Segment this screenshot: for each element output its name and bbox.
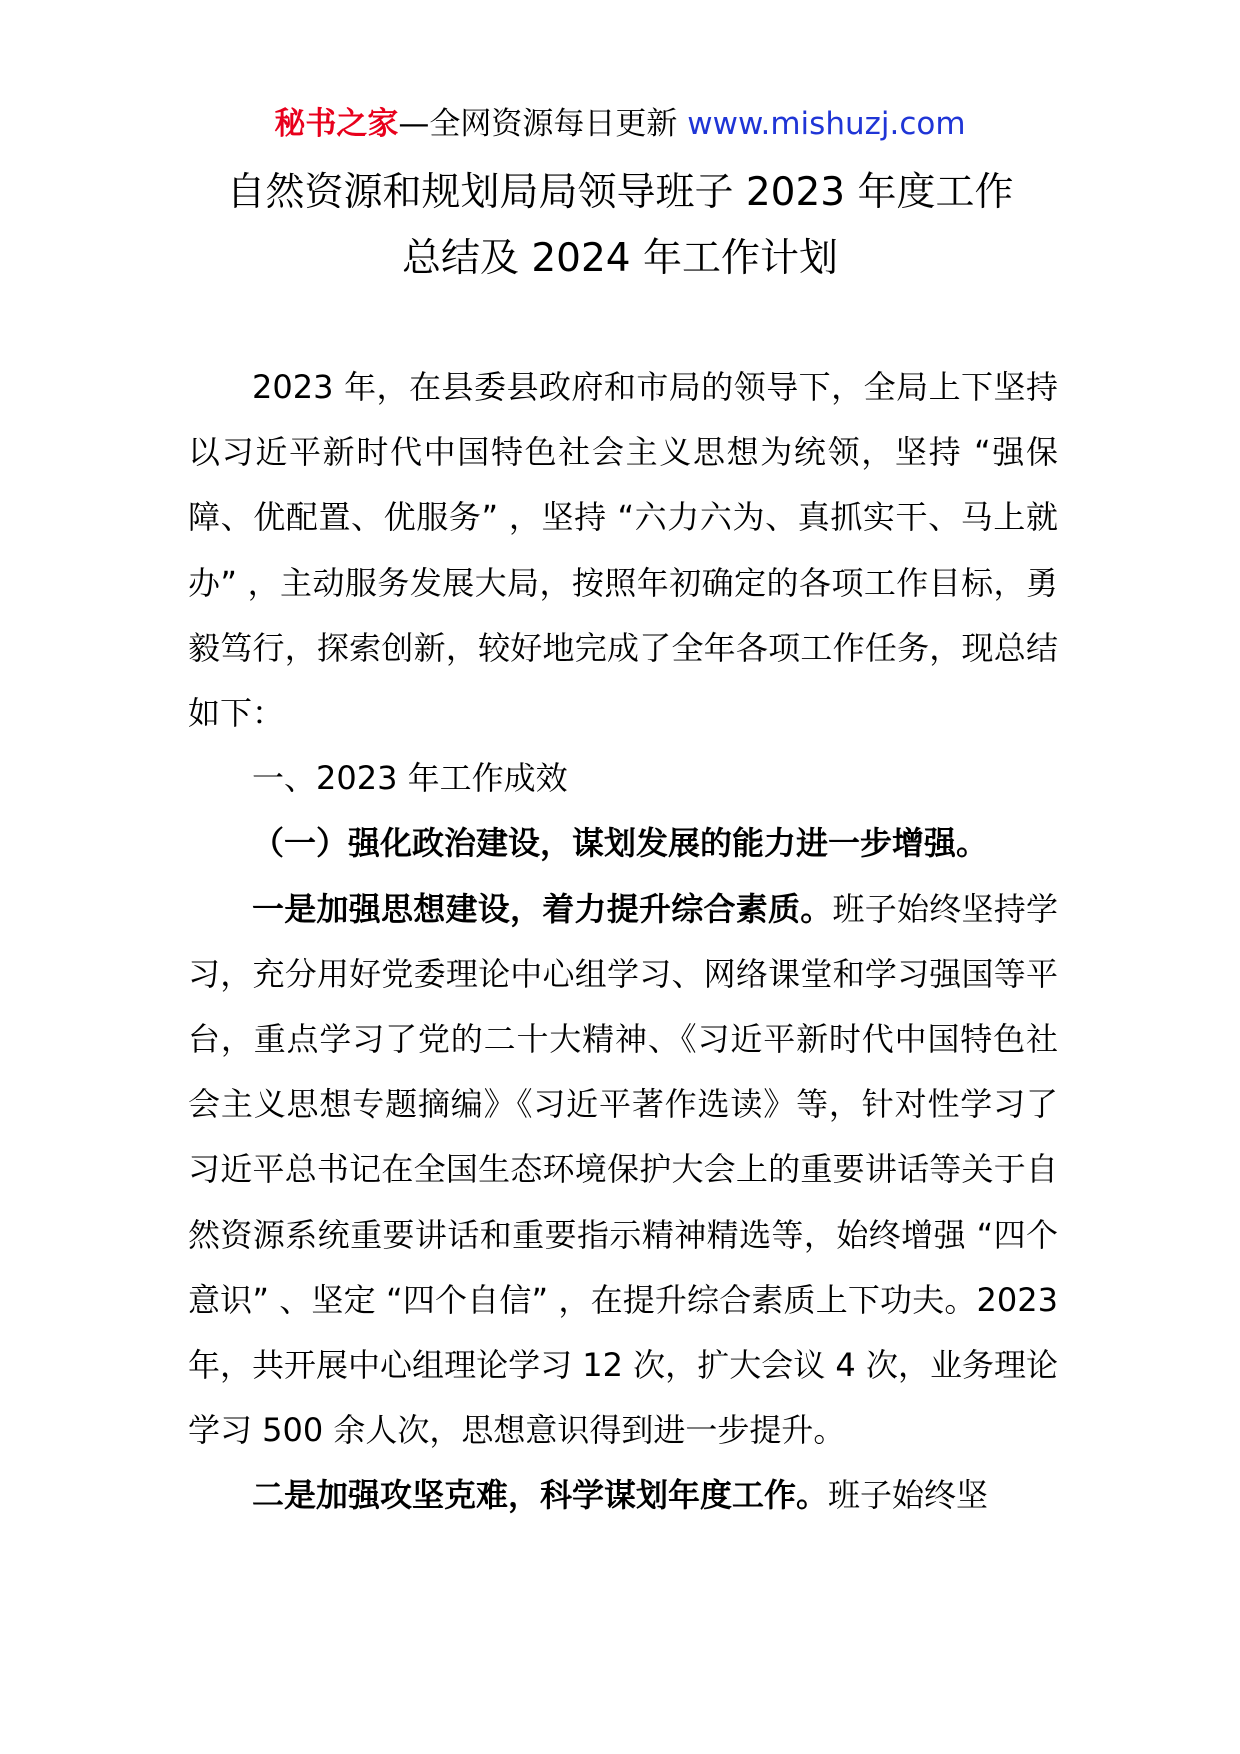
document-body	[188, 355, 1058, 1529]
point-one-paragraph	[188, 877, 1058, 1464]
brand-name: 秘书之家	[274, 106, 399, 142]
site-link[interactable]: www.mishuzj.com	[687, 106, 966, 142]
point-one-text: 班子始终坚持学习，充分用好党委理论中心组学习、网络课堂和学习强国等平台，重点学习了党的二十大精神、《习近平新时代中国特色社会主义思想专题摘编》《习近平著作选读》等，针对性学习了习近平总书记在全国生态环境保护大会上的重要讲话等关于自然资源系统重要讲话和重要指示精神精选等，始终增强 “四个意识” 、坚定 “四个自信” ，在提升综合素质上下功夫。2023 年，共开展中心组理论学习 12 次，扩大会议 4 次，业务理论学习 500 余人次，思想意识得到进一步提升。	[188, 889, 1058, 1450]
title-line-2: 总结及 2024 年工作计划	[401, 236, 839, 281]
intro-paragraph: 2023 年，在县委县政府和市局的领导下，全局上下坚持以习近平新时代中国特色社会主义思想为统领，坚持 “强保障、优配置、优服务” ，坚持 “六力六为、真抓实干、马上就办” ，主动服务发展大局，按照年初确定的各项工作目标，勇毅笃行，探索创新，较好地完成了全年各项工作任务，现总结如下：	[188, 368, 1058, 733]
title-line-1: 自然资源和规划局局领导班子 2023 年度工作	[226, 170, 1014, 215]
section-heading: 一、2023 年工作成效	[252, 759, 568, 798]
point-one-lead: 一是加强思想建设，着力提升综合素质。	[252, 889, 833, 928]
brand-slogan: —全网资源每日更新	[398, 106, 678, 142]
point-two-text: 班子始终坚	[828, 1476, 989, 1515]
subsection-heading: （一）强化政治建设，谋划发展的能力进一步增强。	[252, 824, 989, 863]
point-two-paragraph	[188, 1463, 1058, 1528]
point-two-lead: 二是加强攻坚克难，科学谋划年度工作。	[252, 1476, 829, 1515]
watermark-header	[0, 100, 1240, 148]
document-title	[0, 160, 1240, 292]
